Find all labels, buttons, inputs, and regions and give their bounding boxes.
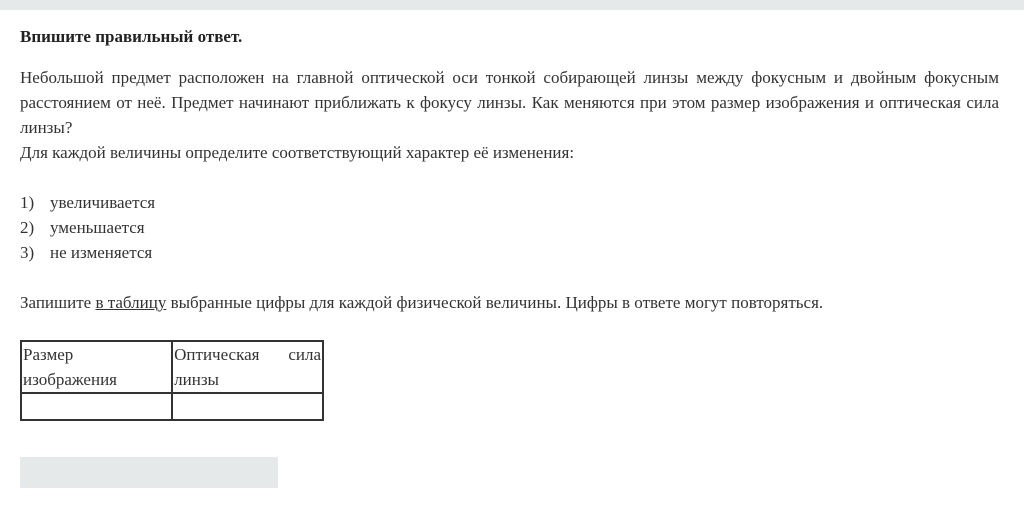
option-item <box>20 240 999 265</box>
task-instruction: Впишите правильный ответ. <box>20 27 243 46</box>
answer-table <box>20 340 324 421</box>
answer-input[interactable] <box>20 457 278 488</box>
option-number: 3) <box>20 243 35 262</box>
header-optical-power: Оптическая сила линзы <box>172 341 323 393</box>
option-text: увеличивается <box>50 193 156 212</box>
option-item <box>20 190 999 215</box>
option-item <box>20 215 999 240</box>
option-text: уменьшается <box>50 218 145 237</box>
write-suffix: выбранные цифры для каждой физической величины. Цифры в ответе могут повторяться. <box>166 293 824 312</box>
option-text: не изменяется <box>50 243 153 262</box>
cell-image-size <box>21 393 172 420</box>
options-list <box>20 190 999 265</box>
question-text: Небольшой предмет расположен на главной оптической оси тонкой собирающей линзы между фокусным и двойным фокусным расстоянием от неё. Предмет начинают приближать к фокусу линзы. Как меняются при этом размер изображения и оптическая сила линзы? <box>20 68 999 137</box>
task-content <box>20 26 999 315</box>
option-number: 2) <box>20 218 35 237</box>
top-bar <box>0 0 1024 10</box>
option-number: 1) <box>20 193 35 212</box>
header-image-size: Размер изображения <box>21 341 172 393</box>
table-answer-row <box>21 393 323 420</box>
write-instruction <box>20 290 999 315</box>
write-prefix: Запишите <box>20 293 96 312</box>
table-link[interactable]: в таблицу <box>95 293 167 312</box>
table-header-row <box>21 341 323 393</box>
cell-optical-power <box>172 393 323 420</box>
sub-instruction: Для каждой величины определите соответствующий характер её изменения: <box>20 143 575 162</box>
